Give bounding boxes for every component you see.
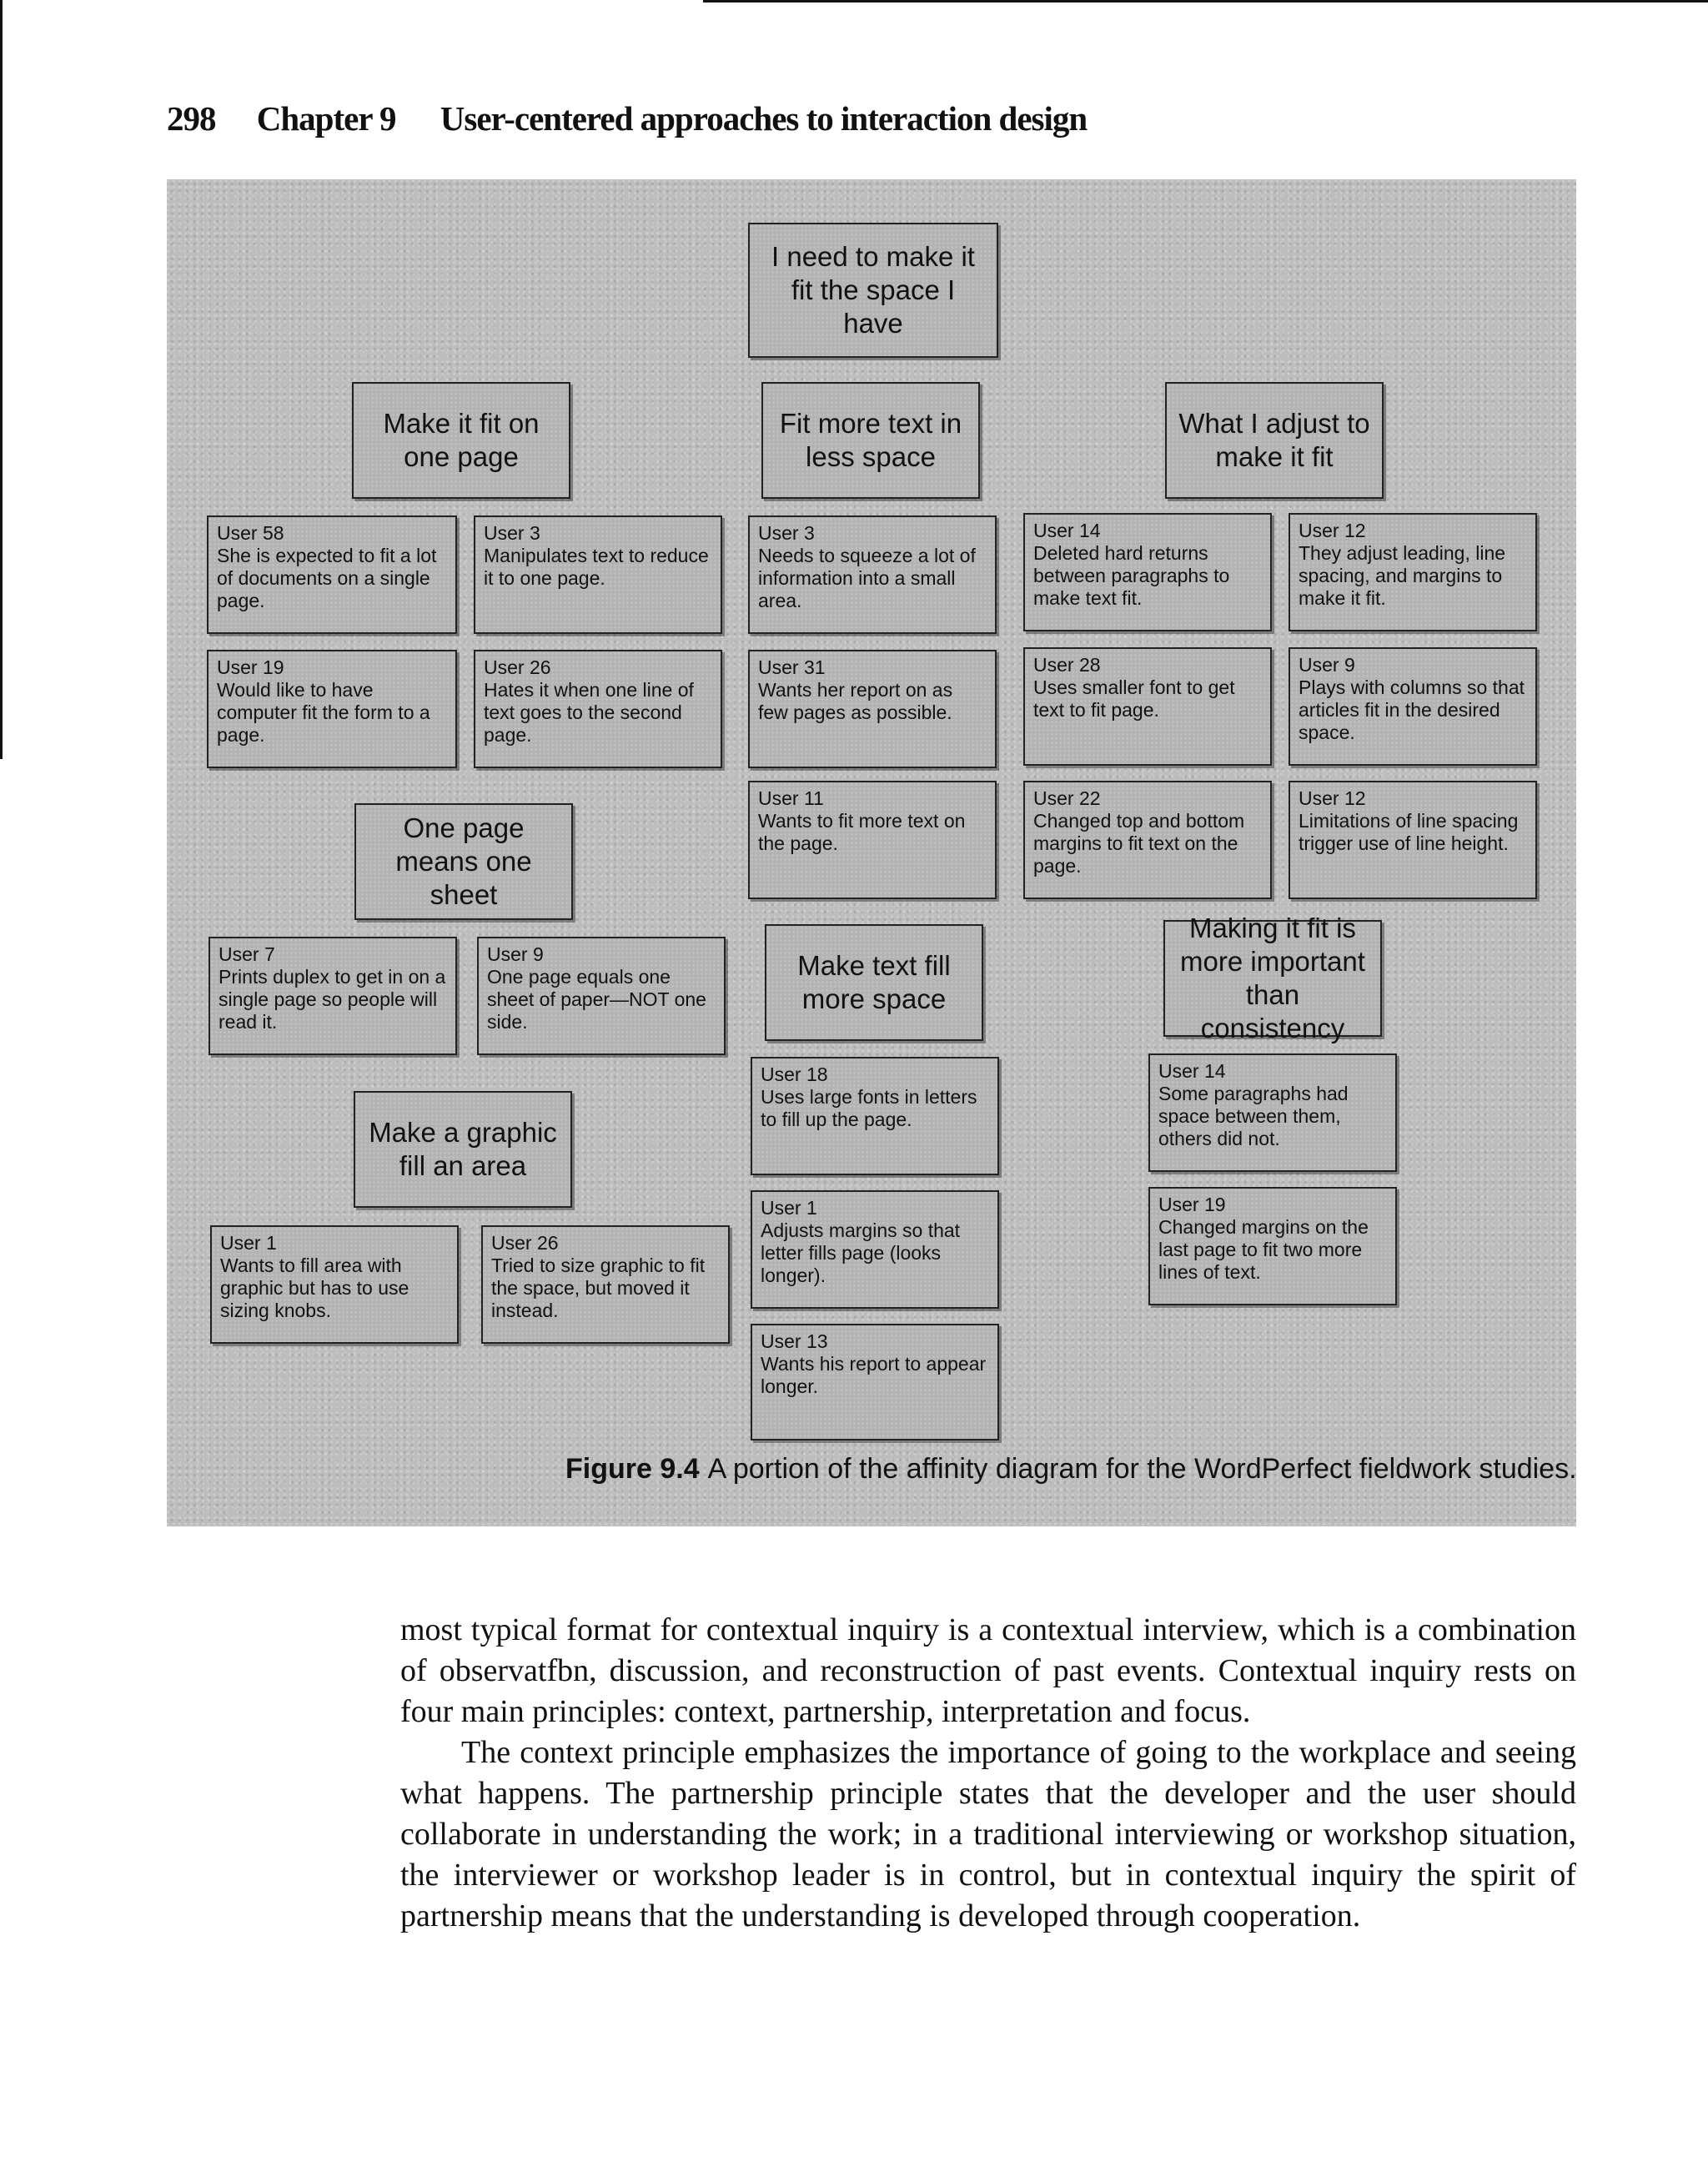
note-user: User 13 [761, 1330, 828, 1352]
figure-label: Figure 9.4 [565, 1453, 700, 1485]
paragraph: The context principle emphasizes the importance of going to the workplace and seeing what happens. The partnership principle states that the developer and the user should collaborate in understanding the work; in a traditional interviewing or workshop situation, the interviewer or workshop leader is in control, but in contextual inquiry the spirit of partnership means that the understanding is developed through cooperation. [400, 1735, 1576, 1933]
note-user: User 11 [758, 787, 824, 809]
note-card [751, 1324, 999, 1441]
note-text: Needs to squeeze a lot of information into a small area. [758, 545, 976, 611]
note-user: User 19 [217, 656, 284, 678]
note-user: User 26 [484, 656, 551, 678]
note-card [477, 937, 726, 1055]
note-user: User 58 [217, 522, 284, 544]
note-card [207, 650, 457, 768]
note-text: Wants his report to appear longer. [761, 1353, 987, 1397]
note-text: One page equals one sheet of paper—NOT one side. [487, 966, 706, 1033]
group-heading-text-fill-more: Make text fill more space [765, 924, 983, 1041]
note-user: User 3 [484, 522, 540, 544]
note-user: User 18 [761, 1063, 828, 1085]
note-text: Changed margins on the last page to fit two more lines of text. [1158, 1216, 1369, 1283]
note-user: User 14 [1033, 520, 1101, 541]
note-text: Some paragraphs had space between them, others did not. [1158, 1083, 1349, 1149]
figure-caption-text: A portion of the affinity diagram for the WordPerfect fieldwork studies. [707, 1453, 1577, 1485]
note-card [1148, 1053, 1397, 1172]
note-text: Wants to fit more text on the page. [758, 810, 966, 854]
note-text: Plays with columns so that articles fit in the desired space. [1299, 676, 1525, 743]
note-card [1289, 781, 1537, 899]
note-card [474, 650, 722, 768]
note-user: User 19 [1158, 1194, 1226, 1215]
note-user: User 1 [220, 1232, 277, 1254]
note-card [1023, 781, 1272, 899]
note-card [1023, 647, 1272, 766]
note-text: Manipulates text to reduce it to one page. [484, 545, 709, 589]
note-text: Tried to size graphic to fit the space, but moved it instead. [491, 1254, 706, 1321]
note-card [207, 515, 457, 634]
note-card [748, 650, 997, 768]
page-number: 298 [167, 99, 216, 138]
note-card [210, 1225, 459, 1344]
chapter-title: User-centered approaches to interaction design [440, 99, 1088, 138]
affinity-diagram-figure [167, 179, 1576, 1526]
note-card [474, 515, 722, 634]
note-card [1148, 1187, 1397, 1305]
figure-caption [565, 1453, 1577, 1486]
note-card [1289, 647, 1537, 766]
note-user: User 26 [491, 1232, 559, 1254]
note-text: Deleted hard returns between paragraphs to make text fit. [1033, 542, 1230, 609]
left-margin-rule [0, 0, 3, 759]
note-text: Wants her report on as few pages as possible. [758, 679, 953, 723]
note-text: Prints duplex to get in on a single page so people will read it. [219, 966, 446, 1033]
note-user: User 1 [761, 1197, 817, 1219]
note-user: User 12 [1299, 787, 1366, 809]
note-card [1023, 513, 1272, 631]
note-text: Changed top and bottom margins to fit text on the page. [1033, 810, 1245, 877]
note-user: User 28 [1033, 654, 1101, 676]
note-card [751, 1057, 999, 1175]
note-card [481, 1225, 730, 1344]
note-user: User 22 [1033, 787, 1101, 809]
note-text: Hates it when one line of text goes to the second page. [484, 679, 694, 746]
note-card [748, 781, 997, 899]
note-text: Limitations of line spacing trigger use of line height. [1299, 810, 1519, 854]
running-header [167, 98, 1087, 138]
top-rule [703, 0, 1708, 3]
root-heading: I need to make it fit the space I have [748, 223, 998, 358]
note-user: User 9 [1299, 654, 1355, 676]
group-heading-fit-more-text: Fit more text in less space [761, 382, 980, 499]
note-user: User 7 [219, 943, 275, 965]
note-user: User 12 [1299, 520, 1366, 541]
note-text: She is expected to fit a lot of documents on a single page. [217, 545, 437, 611]
note-text: Uses smaller font to get text to fit page. [1033, 676, 1235, 721]
note-card [751, 1190, 999, 1309]
chapter-label: Chapter 9 [256, 99, 396, 138]
note-user: User 9 [487, 943, 544, 965]
note-user: User 31 [758, 656, 826, 678]
note-text: Would like to have computer fit the form to a page. [217, 679, 430, 746]
note-text: Wants to fill area with graphic but has to use sizing knobs. [220, 1254, 409, 1321]
group-heading-graphic-fill: Make a graphic fill an area [354, 1091, 572, 1208]
group-heading-fit-one-page: Make it fit on one page [352, 382, 570, 499]
note-text: Uses large fonts in letters to fill up the page. [761, 1086, 977, 1130]
note-card [748, 515, 997, 634]
body-text [400, 1610, 1576, 1937]
note-text: Adjusts margins so that letter fills page (looks longer). [761, 1219, 961, 1286]
note-card [1289, 513, 1537, 631]
paragraph: most typical format for contextual inquiry is a contextual interview, which is a combination of observatfbn, discussion, and reconstruction of past events. Contextual inquiry rests on four main principles: context, partnership, interpretation and focus. [400, 1612, 1576, 1729]
note-card [208, 937, 457, 1055]
group-heading-more-important: Making it fit is more important than consistency [1163, 920, 1382, 1037]
note-user: User 3 [758, 522, 815, 544]
note-user: User 14 [1158, 1060, 1226, 1082]
note-text: They adjust leading, line spacing, and margins to make it fit. [1299, 542, 1506, 609]
group-heading-one-page-sheet: One page means one sheet [354, 803, 573, 920]
group-heading-what-i-adjust: What I adjust to make it fit [1165, 382, 1384, 499]
